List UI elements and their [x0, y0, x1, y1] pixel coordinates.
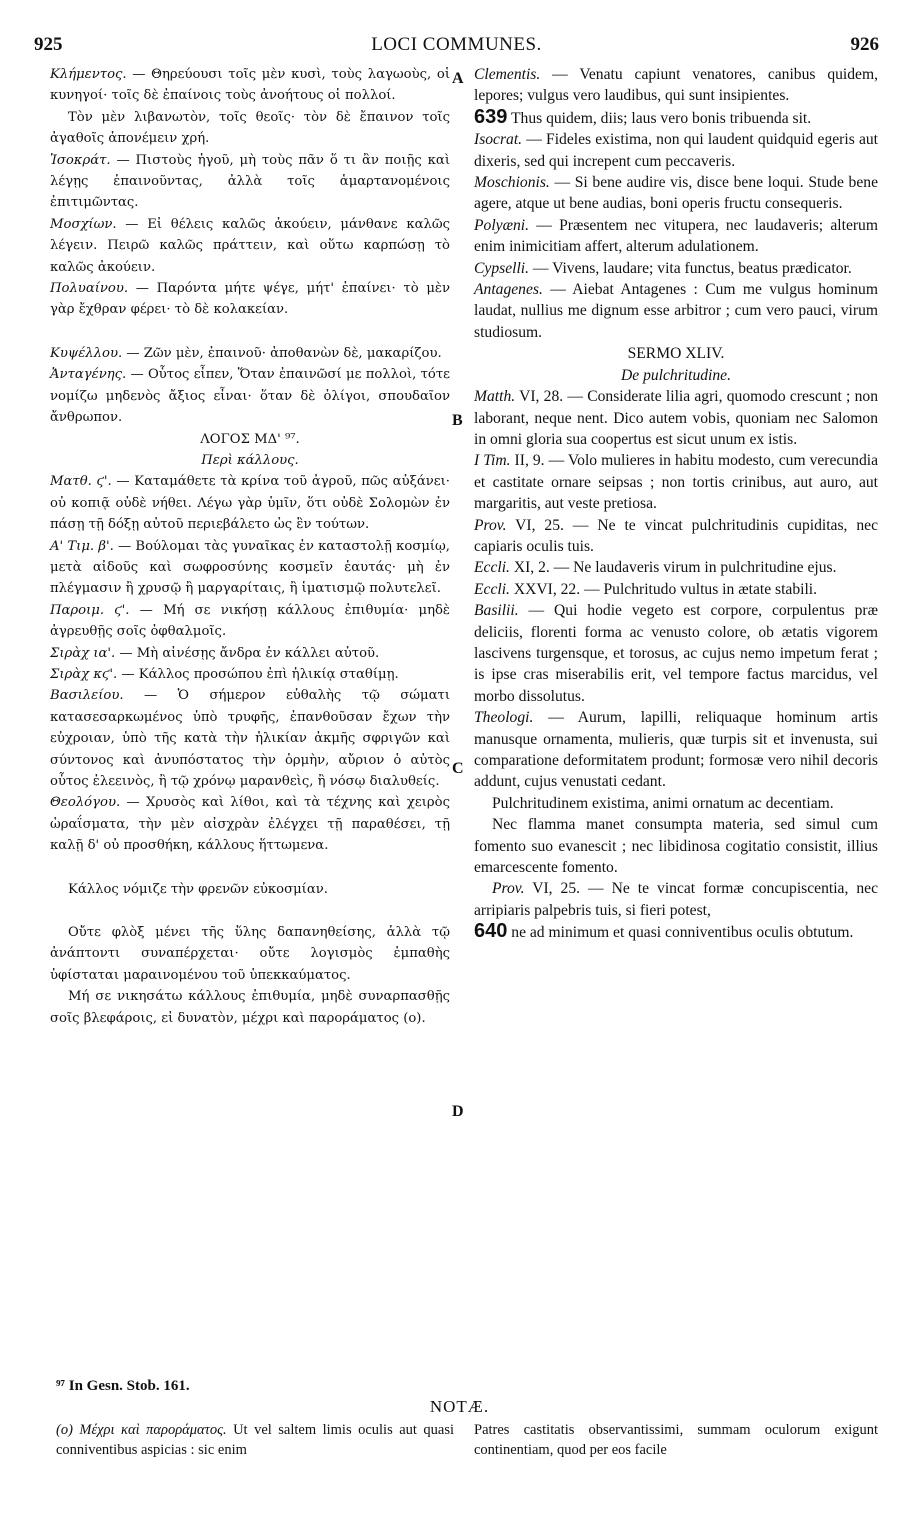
paragraph-text: XI, 2. — Ne laudaveris virum in pulchritudine ejus. [509, 559, 837, 577]
paragraph-text: — Ζῶν μὲν, ἐπαινοῦ· ἀποθανὼν δὲ, μακαρίζου. [122, 345, 442, 361]
running-title: LOCI COMMUNES. [371, 34, 542, 55]
notae-heading: NOTÆ. [429, 1397, 490, 1416]
latin-paragraph [474, 258, 878, 279]
latin-paragraph [474, 215, 878, 258]
source-label: Basilii. [474, 602, 519, 620]
greek-paragraph [50, 64, 450, 107]
latin-paragraph [474, 129, 878, 172]
greek-paragraph [50, 214, 450, 278]
margin-letter-d: D [452, 1103, 464, 1120]
source-label: Eccli. [474, 559, 510, 577]
greek-paragraph [50, 664, 450, 685]
source-label: Μοσχίων. [50, 216, 117, 232]
source-label: Prov. [474, 516, 507, 534]
latin-paragraph [474, 107, 878, 129]
latin-paragraph [474, 279, 878, 343]
latin-paragraph [474, 600, 878, 707]
greek-paragraph [50, 536, 450, 600]
latin-paragraph [474, 450, 878, 514]
latin-paragraph [474, 921, 878, 943]
source-label: I Tim. [474, 452, 511, 470]
logos-title: Περὶ κάλλους. [201, 452, 299, 468]
note-text: Ut vel saltem limis oculis aut quasi conniventibus aspicias : sic enim [56, 1422, 454, 1458]
greek-paragraph [50, 792, 450, 856]
latin-paragraph [474, 557, 878, 578]
column-number: 639 [474, 105, 508, 128]
logos-heading: ΛΟΓΟΣ ΜΔ' ⁹⁷. [200, 431, 300, 447]
paragraph-text: — Qui hodie vegeto est corpore, corpulentus præ deliciis, florenti forma ac venusto colore, ob ætatis vigorem lascivens turgensque, et torosus, ac cujus nemo impetum ferat ; is ipse cras miserabilis erit, vel tempore factus marcidus, vel morbo dissolutus. [474, 602, 878, 705]
greek-paragraph: Οὔτε φλὸξ μένει τῆς ὕλης δαπανηθείσης, ἀλλὰ τῷ ἀνάπτοντι συναπέρχεται· οὔτε λογισμὸς ἐμπαθὴς ὑφίσταται μαραινομένου τοῦ ὑπεκκαύματος. [50, 925, 450, 983]
greek-paragraph: Τὸν μὲν λιβανωτὸν, τοῖς θεοῖς· τὸν δὲ ἔπαινον τοῖς ἀγαθοῖς ἀπονέμειν χρή. [50, 109, 450, 147]
source-label: Ἰσοκράτ. [50, 152, 111, 168]
paragraph-text: — Χρυσὸς καὶ λίθοι, καὶ τὰ τέχνης καὶ χειρὸς ὡραΐσματα, τὴν μὲν αἰσχρὰν ἐλέγχει τῇ παραθέσει, τῇ καλῇ δ' οὐ προσθήκη, κάλλους ἥττωμενα. [50, 795, 450, 854]
notae-left [56, 1420, 454, 1460]
paragraph-text: XXVI, 22. — Pulchritudo vultus in ætate stabili. [509, 580, 818, 598]
greek-paragraph [50, 364, 450, 428]
paragraph-text: — Aiebat Antagenes : Cum me vulgus hominum laudat, nullius me dignum esse arbitror ; cum vero pauci, virum studiosum. [474, 281, 878, 341]
source-label: Isocrat. [474, 131, 523, 149]
paragraph-text: — Aurum, lapilli, reliquaque hominum artis manusque ornamenta, mulieris, quæ turpis sit et invenusta, sui comparatione deformitatem produnt; formosæ vero nihil decoris addunt, cujus venustati cedant. [474, 709, 878, 791]
latin-paragraph [474, 515, 878, 558]
source-label: Πολυαίνου. [50, 281, 129, 297]
paragraph-text: — Præsentem nec vitupera, nec laudaveris; alterum enim inimicitiam affert, alterum adulationem. [474, 216, 878, 256]
paragraph-text: — Καταμάθετε τὰ κρίνα τοῦ ἀγροῦ, πῶς αὐξάνει· οὐ κοπιᾷ οὐδὲ νήθει. Λέγω γὰρ ὑμῖν, ὅτι οὐδὲ Σολομὼν ἐν πάσῃ τῇ δόξῃ αὐτοῦ περιεβάλετο ὡς ἓν τούτων. [50, 474, 450, 533]
source-label: Κυψέλλου. [50, 345, 123, 361]
latin-paragraph: Pulchritudinem existima, animi ornatum ac decentiam. [492, 794, 834, 812]
paragraph-text: VI, 28. — Considerate lilia agri, quomodo crescunt ; non laborant, neque nent. Dico autem vobis, quoniam nec Salomon in omni gloria sua coopertus est sicut unum ex istis. [474, 388, 878, 448]
paragraph-text: — Fideles existima, non qui laudent quidquid egeris aut dixeris, sed qui increpent cum peccaveris. [474, 131, 878, 170]
greek-paragraph [50, 471, 450, 535]
margin-letter-b: B [452, 412, 463, 429]
greek-paragraph: Μή σε νικησάτω κάλλους ἐπιθυμία, μηδὲ συναρπασθῇς σοῖς βλεφάροις, εἰ δυνατὸν, μέχρι καὶ παροράματος (ο). [50, 989, 450, 1026]
source-label: Σιρὰχ ια'. [50, 645, 116, 661]
notae-right: Patres castitatis observantissimi, summam oculorum exigunt continentiam, quod per eos facile [474, 1422, 878, 1458]
source-label: Moschionis. [474, 174, 550, 192]
paragraph-text: — Vivens, laudare; vita functus, beatus prædicator. [529, 259, 852, 277]
paragraph-text: — Θηρεύουσι τοῖς μὲν κυσὶ, τοὺς λαγωοὺς, οἱ κυνηγοί· τοῖς δὲ ἐπαίνοις τοὺς ἀνοήτους οἱ πολλοί. [50, 67, 450, 104]
greek-column [50, 64, 450, 1029]
source-label: Cypselli. [474, 259, 530, 277]
paragraph-text: — Βούλομαι τὰς γυναῖκας ἐν καταστολῇ κοσμίῳ, μετὰ αἰδοῦς καὶ σωφροσύνης κοσμεῖν ἑαυτάς· μὴ ἐν πλέγμασιν ἢ χρυσῷ ἢ μαργαρίταις, ἢ ἱματισμῷ πολυτελεῖ. [50, 538, 451, 597]
latin-paragraph [474, 707, 878, 793]
source-label: Κλήμεντος. [50, 67, 127, 82]
source-label: Ματθ. ϛ'. [50, 474, 112, 490]
source-label: Α' Τιμ. β'. [50, 538, 114, 554]
greek-paragraph [50, 150, 450, 214]
paragraph-text: VI, 25. — Ne te vincat formæ concupiscentia, nec arripiaris palpebris tuis, si fieri potest, [474, 880, 878, 919]
paragraph-text: — Οὗτος εἶπεν, Ὅταν ἐπαινῶσί με πολλοὶ, τότε νομίζω μηδενὸς ἄξιος εἶναι· ὅταν δὲ ὀλίγοι, σπουδαῖον ἄνθρωπον. [50, 367, 450, 426]
source-label: Matth. [474, 388, 516, 406]
latin-column [474, 64, 878, 944]
note-source-label: (ο) Μέχρι καὶ παροράματος. [56, 1422, 227, 1438]
paragraph-text: — Μή σε νικήσῃ κάλλους ἐπιθυμία· μηδὲ ἀγρευθῇς σοῖς ὀφθαλμοῖς. [50, 602, 450, 640]
source-label: Polyæni. [474, 216, 530, 234]
footnote: ⁹⁷ In Gesn. Stob. 161. [56, 1378, 190, 1394]
source-label: Clementis. [474, 66, 541, 83]
latin-paragraph [474, 64, 878, 107]
paragraph-text: — Ὁ σήμερον εὐθαλὴς τῷ σώματι κατασεσαρκωμένος ὑπὸ τρυφῆς, ἐπανθοῦσαν ἔχων τὴν εὐχροιαν, ὑπὸ τῆς κατὰ τὴν ἡλικίαν ἀκμῆς σφριγῶν καὶ σύντονος καὶ ἀνυπόστατος τὴν ὁρμὴν, αὔριον ὁ αὐτὸς οὗτος ἐλεεινὸς, ἢ τῷ χρόνῳ μαρανθεὶς, ἢ νόσῳ διαλυθείς. [50, 688, 450, 789]
paragraph-text: — Εἰ θέλεις καλῶς ἀκούειν, μάνθανε καλῶς λέγειν. Πειρῶ καλῶς πράττειν, καὶ οὕτω καρπώσῃ τὸ καλῶς ἀκούειν. [50, 216, 450, 275]
latin-paragraph: Nec flamma manet consumpta materia, sed simul cum fomento suo evanescit ; nec libidinosa cogitatio consistit, illius emarcescente fomento. [474, 816, 878, 877]
greek-paragraph: Κάλλος νόμιζε τὴν φρενῶν εὐκοσμίαν. [68, 881, 328, 897]
greek-paragraph [50, 685, 450, 792]
source-label: Eccli. [474, 580, 510, 598]
latin-paragraph [474, 878, 878, 921]
greek-paragraph [50, 600, 450, 643]
greek-paragraph [50, 278, 450, 321]
source-label: Antagenes. [474, 281, 543, 299]
source-label: Σιρὰχ κϛ'. [50, 666, 118, 682]
paragraph-text: VI, 25. — Ne te vincat pulchritudinis cupiditas, nec capiaris oculis tuis. [474, 516, 878, 555]
paragraph-text: — Παρόντα μήτε ψέγε, μήτ' ἐπαίνει· τὸ μὲν γὰρ ἔχθραν φέρει· τὸ δὲ κολακείαν. [50, 281, 450, 318]
paragraph-text: — Venatu capiunt venatores, canibus quidem, lepores; vulgus vero laudibus, qui sunt insipientes. [474, 66, 878, 105]
source-label: Βασιλείου. [50, 688, 124, 704]
paragraph-text: II, 9. — Volo mulieres in habitu modesto, cum verecundia et castitate ornare seipsas ; non tortis crinibus, aut auro, aut margaritis, aut veste pretiosa. [474, 452, 878, 513]
greek-paragraph [50, 343, 450, 364]
paragraph-text: — Si bene audire vis, disce bene loqui. Stude bene agere, atque ut bene audias, boni operis fructu consequeris. [474, 174, 878, 213]
latin-paragraph [474, 579, 878, 600]
margin-letter-c: C [452, 760, 464, 777]
sermo-title: De pulchritudine. [620, 366, 731, 384]
paragraph-text: — Πιστοὺς ἡγοῦ, μὴ τοὺς πᾶν ὅ τι ἂν ποιῇς καὶ λέγῃς ἐπαινοῦντας, ἀλλὰ τοῖς ἁμαρτανομένοις ἐπιτιμῶντας. [50, 152, 450, 211]
page-number-left: 925 [34, 34, 63, 55]
source-label: Theologi. [474, 709, 534, 727]
greek-paragraph [50, 643, 450, 664]
margin-letter-a: A [452, 70, 464, 87]
source-label: Παροιμ. ϛ'. [50, 602, 130, 618]
source-label: Θεολόγου. [50, 795, 121, 811]
paragraph-text: Thus quidem, diis; laus vero bonis tribuenda sit. [507, 109, 812, 127]
paragraph-text: — Μὴ αἰνέσῃς ἄνδρα ἐν κάλλει αὐτοῦ. [115, 645, 380, 661]
latin-paragraph [474, 172, 878, 215]
source-label: Prov. [492, 880, 525, 898]
latin-paragraph [474, 386, 878, 450]
running-header [34, 34, 879, 58]
column-number: 640 [474, 920, 508, 943]
page-number-right: 926 [850, 34, 879, 55]
source-label: Ἀνταγένης. [50, 367, 127, 383]
paragraph-text: — Κάλλος προσώπου ἐπὶ ἡλικίᾳ σταθίμῃ. [117, 666, 399, 682]
paragraph-text: ne ad minimum et quasi conniventibus oculis obtutum. [507, 924, 854, 942]
sermo-heading: SERMO XLIV. [627, 345, 725, 363]
